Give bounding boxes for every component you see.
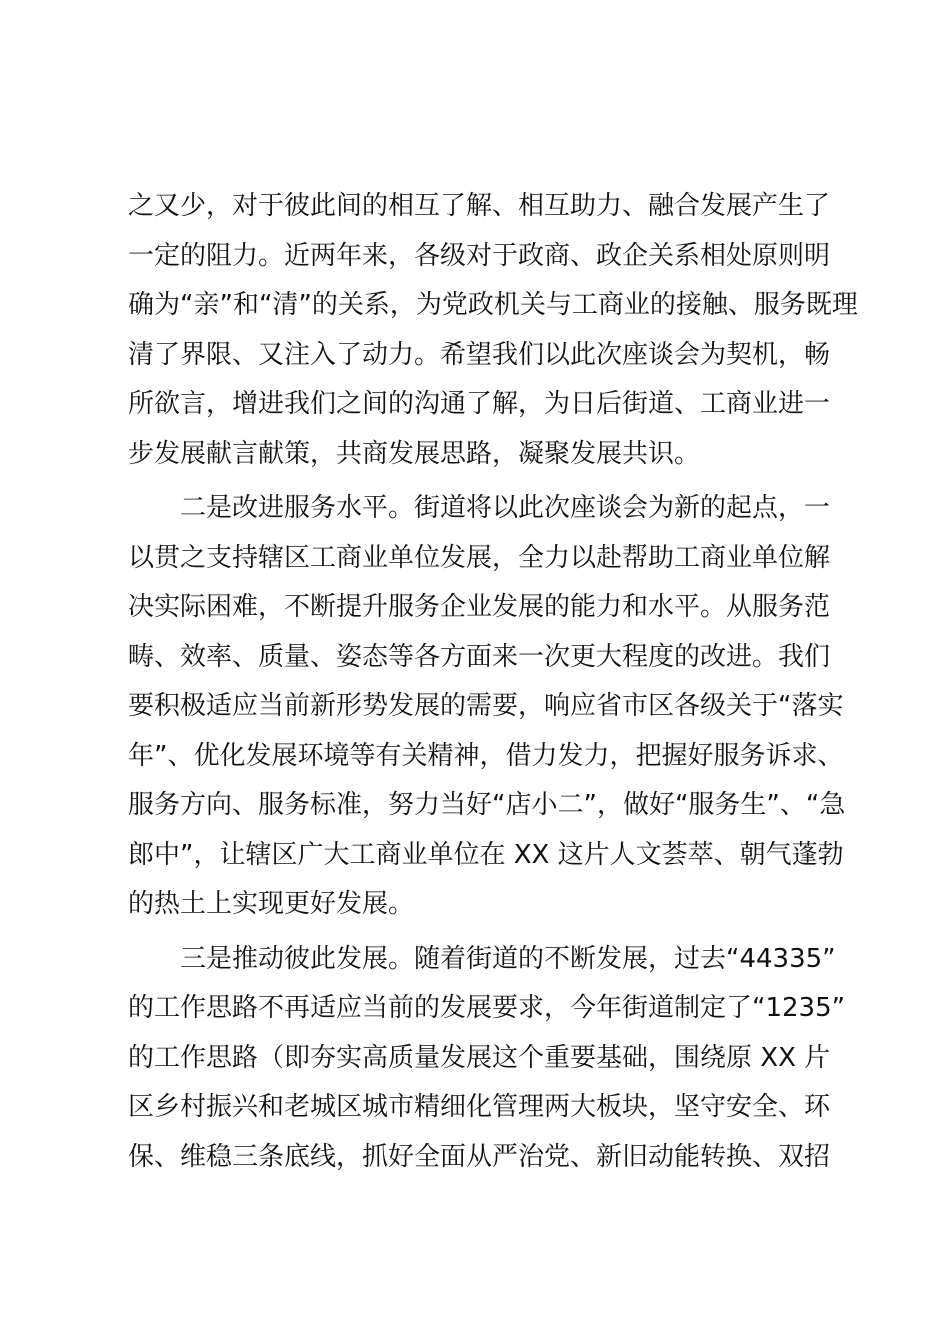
paragraph-line: 三是推动彼此发展。随着街道的不断发展，过去“44335”	[180, 943, 836, 974]
paragraph-line: 年”、优化发展环境等有关精神，借力发力，把握好服务诉求、	[128, 740, 844, 771]
document-body	[128, 182, 858, 1182]
paragraph-line: 要积极适应当前新形势发展的需要，响应省市区各级关于“落实	[128, 691, 844, 721]
paragraph-1	[128, 182, 858, 479]
paragraph-line: 保、维稳三条底线，抓好全面从严治党、新旧动能转换、双招	[128, 1141, 831, 1172]
paragraph-line: 二是改进服务水平。街道将以此次座谈会为新的起点，一	[180, 493, 831, 523]
paragraph-line: 畴、效率、质量、姿态等各方面来一次更大程度的改进。我们	[128, 641, 831, 672]
paragraph-line: 所欲言，增进我们之间的沟通了解，为日后街道、工商业进一	[128, 389, 831, 419]
paragraph-line: 一定的阻力。近两年来，各级对于政商、政企关系相处原则明	[128, 240, 831, 271]
paragraph-line: 的工作思路（即夯实高质量发展这个重要基础，围绕原 XX 片	[128, 1042, 831, 1073]
paragraph-2	[128, 484, 846, 930]
paragraph-3	[128, 935, 846, 1183]
paragraph-line: 的工作思路不再适应当前的发展要求，今年街道制定了“1235”	[128, 993, 846, 1023]
paragraph-line: 区乡村振兴和老城区城市精细化管理两大板块，坚守安全、环	[128, 1092, 831, 1122]
paragraph-line: 清了界限、又注入了动力。希望我们以此次座谈会为契机，畅	[128, 339, 831, 370]
paragraph-line: 郎中”，让辖区广大工商业单位在 XX 这片人文荟萃、朝气蓬勃	[128, 839, 844, 870]
paragraph-line: 服务方向、服务标准，努力当好“店小二”，做好“服务生”、“急	[128, 790, 846, 820]
paragraph-line: 确为“亲”和“清”的关系，为党政机关与工商业的接触、服务既理	[128, 290, 858, 320]
paragraph-line: 以贯之支持辖区工商业单位发展，全力以赴帮助工商业单位解	[128, 542, 831, 573]
paragraph-line: 决实际困难，不断提升服务企业发展的能力和水平。从服务范	[128, 592, 831, 622]
paragraph-line: 的热土上实现更好发展。	[128, 889, 415, 919]
paragraph-line: 之又少，对于彼此间的相互了解、相互助力、融合发展产生了	[128, 191, 831, 221]
paragraph-line: 步发展献言献策，共商发展思路，凝聚发展共识。	[128, 438, 701, 469]
